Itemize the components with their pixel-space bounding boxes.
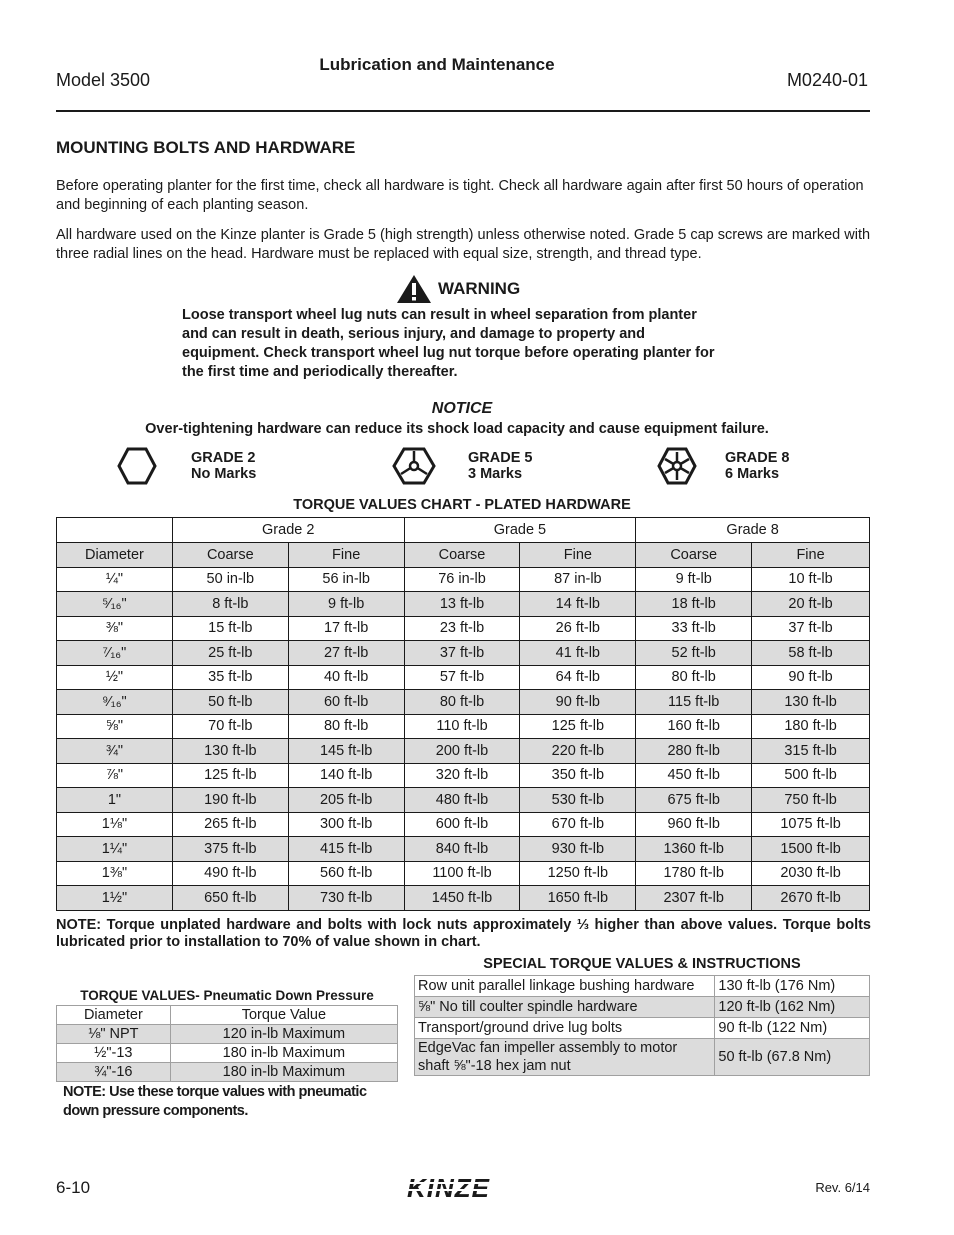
table-cell: 315 ft-lb — [752, 739, 870, 764]
table-cell: 180 in-lb Maximum — [170, 1044, 397, 1063]
section-title: MOUNTING BOLTS AND HARDWARE — [56, 138, 356, 157]
table-cell: 1250 ft-lb — [520, 861, 636, 886]
table-cell: 50 in-lb — [172, 567, 288, 592]
table-cell: ⁹⁄₁₆" — [57, 690, 173, 715]
table-cell: ⁷⁄₁₆" — [57, 641, 173, 666]
table-cell: 60 ft-lb — [288, 690, 404, 715]
table-cell: 27 ft-lb — [288, 641, 404, 666]
table-row — [57, 739, 870, 764]
column-header: Fine — [288, 543, 404, 568]
table-cell: 40 ft-lb — [288, 665, 404, 690]
grade-5-title: GRADE 5 — [468, 450, 533, 466]
torque-note: NOTE: Torque unplated hardware and bolts with lock nuts approximately ⅓ higher than above values. Torque bolts lubricated prior to installation to 70% of value shown in chart. — [56, 917, 871, 950]
table-cell: 560 ft-lb — [288, 861, 404, 886]
table-cell: 110 ft-lb — [404, 714, 520, 739]
table-row — [57, 616, 870, 641]
table-cell: 58 ft-lb — [752, 641, 870, 666]
grade-5-marks: 3 Marks — [468, 466, 523, 482]
table-cell: 2670 ft-lb — [752, 886, 870, 911]
table-cell: 125 ft-lb — [172, 763, 288, 788]
table-row — [57, 714, 870, 739]
table-cell: 490 ft-lb — [172, 861, 288, 886]
torque-values-table — [56, 517, 870, 911]
table-cell: 9 ft-lb — [288, 592, 404, 617]
grade-header: Grade 8 — [636, 518, 870, 543]
column-header: Coarse — [636, 543, 752, 568]
table-row — [57, 812, 870, 837]
intro-paragraph: Before operating planter for the first time, check all hardware is tight. Check all hardware again after first 50 hours of operation and beginning of each planting season. — [56, 178, 864, 213]
table-row — [57, 763, 870, 788]
table-cell: 1075 ft-lb — [752, 812, 870, 837]
table-cell: 125 ft-lb — [520, 714, 636, 739]
table-cell: 675 ft-lb — [636, 788, 752, 813]
warning-triangle-icon — [396, 274, 432, 304]
table-cell: 120 ft-lb (162 Nm) — [715, 997, 870, 1018]
grade-header: Grade 5 — [404, 518, 636, 543]
table-cell: 670 ft-lb — [520, 812, 636, 837]
table-cell: 200 ft-lb — [404, 739, 520, 764]
table-cell: 600 ft-lb — [404, 812, 520, 837]
pneumatic-torque-table — [56, 1005, 398, 1082]
grade-8-marker — [657, 447, 789, 485]
table-cell: 130 ft-lb — [752, 690, 870, 715]
header-doc-number: M0240-01 — [786, 70, 868, 90]
table-row — [57, 1063, 398, 1082]
column-header: Coarse — [172, 543, 288, 568]
grade-8-title: GRADE 8 — [725, 450, 790, 466]
table-cell: 115 ft-lb — [636, 690, 752, 715]
special-table-body — [415, 976, 870, 1076]
table-cell: 1650 ft-lb — [520, 886, 636, 911]
table-row — [57, 886, 870, 911]
table-cell: 1¼" — [57, 837, 173, 862]
table-cell: ¾"-16 — [57, 1063, 171, 1082]
table-cell: ⅜" — [57, 616, 173, 641]
table-cell: 300 ft-lb — [288, 812, 404, 837]
table-row — [415, 1039, 870, 1076]
table-cell: 20 ft-lb — [752, 592, 870, 617]
table-cell: ⅞" — [57, 763, 173, 788]
table-row — [57, 690, 870, 715]
column-header: Fine — [752, 543, 870, 568]
logo-text: KINZE — [407, 1175, 490, 1201]
column-header: Diameter — [57, 1006, 171, 1025]
table-cell: 52 ft-lb — [636, 641, 752, 666]
table-cell: 120 in-lb Maximum — [170, 1025, 397, 1044]
table-cell: 160 ft-lb — [636, 714, 752, 739]
table-cell: 415 ft-lb — [288, 837, 404, 862]
table-cell: 80 ft-lb — [636, 665, 752, 690]
torque-table-body — [57, 567, 870, 910]
table-row — [57, 788, 870, 813]
table-cell: 50 ft-lb — [172, 690, 288, 715]
table-row — [57, 861, 870, 886]
table-row — [57, 1025, 398, 1044]
table-cell: 1500 ft-lb — [752, 837, 870, 862]
grade-header: Grade 2 — [172, 518, 404, 543]
torque-chart-title: TORQUE VALUES CHART - PLATED HARDWARE — [293, 497, 631, 513]
special-torque-table — [414, 975, 870, 1076]
table-cell: ¾" — [57, 739, 173, 764]
table-row — [57, 665, 870, 690]
table-cell: 35 ft-lb — [172, 665, 288, 690]
table-cell: EdgeVac fan impeller assembly to motor shaft ⅝"-18 hex jam nut — [415, 1039, 715, 1076]
kinze-logo — [403, 1175, 523, 1206]
table-cell: 220 ft-lb — [520, 739, 636, 764]
table-cell: 76 in-lb — [404, 567, 520, 592]
table-cell: 500 ft-lb — [752, 763, 870, 788]
header-section: Lubrication and Maintenance — [319, 55, 555, 74]
warning-title: WARNING — [438, 279, 521, 298]
table-cell: 840 ft-lb — [404, 837, 520, 862]
table-cell: 90 ft-lb — [752, 665, 870, 690]
page-number: 6-10 — [56, 1178, 91, 1197]
table-cell: 280 ft-lb — [636, 739, 752, 764]
table-cell: 15 ft-lb — [172, 616, 288, 641]
table-cell: 320 ft-lb — [404, 763, 520, 788]
hardware-paragraph: All hardware used on the Kinze planter is Grade 5 (high strength) unless otherwise noted. Grade 5 cap screws are marked with three radial lines on the head. Hardware must be replaced with equal size, strength, and thread type. — [56, 227, 871, 262]
table-cell: 1450 ft-lb — [404, 886, 520, 911]
header-model: Model 3500 — [56, 70, 151, 90]
table-cell: 1" — [57, 788, 173, 813]
table-cell: 375 ft-lb — [172, 837, 288, 862]
grade-8-marks: 6 Marks — [725, 466, 780, 482]
table-cell: 265 ft-lb — [172, 812, 288, 837]
table-cell: 1⅛" — [57, 812, 173, 837]
table-cell: 130 ft-lb — [172, 739, 288, 764]
table-cell: 1360 ft-lb — [636, 837, 752, 862]
table-cell: 50 ft-lb (67.8 Nm) — [715, 1039, 870, 1076]
grade-2-marks: No Marks — [191, 466, 257, 482]
column-header: Torque Value — [170, 1006, 397, 1025]
column-header: Fine — [520, 543, 636, 568]
table-cell: 1780 ft-lb — [636, 861, 752, 886]
table-cell: 480 ft-lb — [404, 788, 520, 813]
table-cell: 26 ft-lb — [520, 616, 636, 641]
table-cell: 140 ft-lb — [288, 763, 404, 788]
table-cell: 450 ft-lb — [636, 763, 752, 788]
table-cell: 80 ft-lb — [288, 714, 404, 739]
table-cell: 18 ft-lb — [636, 592, 752, 617]
table-row — [57, 592, 870, 617]
warning-body: Loose transport wheel lug nuts can result in wheel separation from planter and can result in death, serious injury, and damage to property and equipment. Check transport wheel lug nut torque before operating planter for the first time and periodically thereafter. — [182, 307, 715, 380]
table-cell: 90 ft-lb — [520, 690, 636, 715]
table-cell: 10 ft-lb — [752, 567, 870, 592]
table-cell: ½"-13 — [57, 1044, 171, 1063]
table-cell: 650 ft-lb — [172, 886, 288, 911]
table-cell: ⅛" NPT — [57, 1025, 171, 1044]
table-cell: 41 ft-lb — [520, 641, 636, 666]
revision-date: Rev. 6/14 — [815, 1180, 870, 1195]
table-cell: 13 ft-lb — [404, 592, 520, 617]
table-cell: 205 ft-lb — [288, 788, 404, 813]
table-cell: ¼" — [57, 567, 173, 592]
table-cell: 23 ft-lb — [404, 616, 520, 641]
table-cell: 25 ft-lb — [172, 641, 288, 666]
grade-2-marker — [117, 447, 256, 485]
table-cell: 57 ft-lb — [404, 665, 520, 690]
table-cell: 80 ft-lb — [404, 690, 520, 715]
table-cell: 2030 ft-lb — [752, 861, 870, 886]
notice-body: Over-tightening hardware can reduce its shock load capacity and cause equipment failure. — [145, 421, 769, 437]
table-cell: 64 ft-lb — [520, 665, 636, 690]
table-cell: 960 ft-lb — [636, 812, 752, 837]
table-cell: 190 ft-lb — [172, 788, 288, 813]
hex-bolt-3-marks-icon — [392, 447, 436, 485]
table-cell: 56 in-lb — [288, 567, 404, 592]
table-cell: 145 ft-lb — [288, 739, 404, 764]
notice-title: NOTICE — [431, 400, 493, 417]
hex-bolt-6-marks-icon — [657, 447, 697, 485]
table-cell: 930 ft-lb — [520, 837, 636, 862]
table-cell: 8 ft-lb — [172, 592, 288, 617]
pneumatic-table-body — [57, 1025, 398, 1082]
pneumatic-header-row — [57, 1006, 398, 1025]
table-grade-header-row — [57, 518, 870, 543]
header-rule — [56, 110, 870, 112]
table-cell: 1⅜" — [57, 861, 173, 886]
table-row — [57, 1044, 398, 1063]
table-cell: 530 ft-lb — [520, 788, 636, 813]
table-cell: 70 ft-lb — [172, 714, 288, 739]
grade-2-title: GRADE 2 — [191, 450, 256, 466]
table-row — [57, 567, 870, 592]
special-torque-title: SPECIAL TORQUE VALUES & INSTRUCTIONS — [483, 956, 801, 972]
table-cell: ⁵⁄₁₆" — [57, 592, 173, 617]
hex-bolt-no-marks-icon — [117, 447, 157, 485]
table-cell: ⅝" — [57, 714, 173, 739]
table-row — [415, 976, 870, 997]
table-cell: 90 ft-lb (122 Nm) — [715, 1018, 870, 1039]
table-row — [415, 1018, 870, 1039]
pneumatic-torque-title: TORQUE VALUES- Pneumatic Down Pressure — [80, 988, 374, 1003]
pneumatic-note: NOTE: Use these torque values with pneumatic down pressure components. — [63, 1084, 367, 1119]
table-cell: 33 ft-lb — [636, 616, 752, 641]
table-cell: 17 ft-lb — [288, 616, 404, 641]
table-corner-cell — [57, 518, 173, 543]
table-cell: 37 ft-lb — [404, 641, 520, 666]
table-cell: 9 ft-lb — [636, 567, 752, 592]
column-header: Diameter — [57, 543, 173, 568]
grade-5-marker — [392, 447, 532, 485]
table-cell: 750 ft-lb — [752, 788, 870, 813]
table-cell: 1½" — [57, 886, 173, 911]
table-cell: 37 ft-lb — [752, 616, 870, 641]
table-cell: 730 ft-lb — [288, 886, 404, 911]
table-cell: 180 in-lb Maximum — [170, 1063, 397, 1082]
table-cell: 130 ft-lb (176 Nm) — [715, 976, 870, 997]
table-row — [57, 641, 870, 666]
table-row — [57, 837, 870, 862]
table-cell: 180 ft-lb — [752, 714, 870, 739]
table-cell: ½" — [57, 665, 173, 690]
table-cell: 2307 ft-lb — [636, 886, 752, 911]
table-row — [415, 997, 870, 1018]
table-cell: 1100 ft-lb — [404, 861, 520, 886]
table-cell: Row unit parallel linkage bushing hardware — [415, 976, 715, 997]
column-header: Coarse — [404, 543, 520, 568]
table-cell: 14 ft-lb — [520, 592, 636, 617]
table-column-header-row — [57, 543, 870, 568]
table-cell: 87 in-lb — [520, 567, 636, 592]
table-cell: ⅝" No till coulter spindle hardware — [415, 997, 715, 1018]
warning-heading — [396, 274, 520, 304]
table-cell: Transport/ground drive lug bolts — [415, 1018, 715, 1039]
table-cell: 350 ft-lb — [520, 763, 636, 788]
